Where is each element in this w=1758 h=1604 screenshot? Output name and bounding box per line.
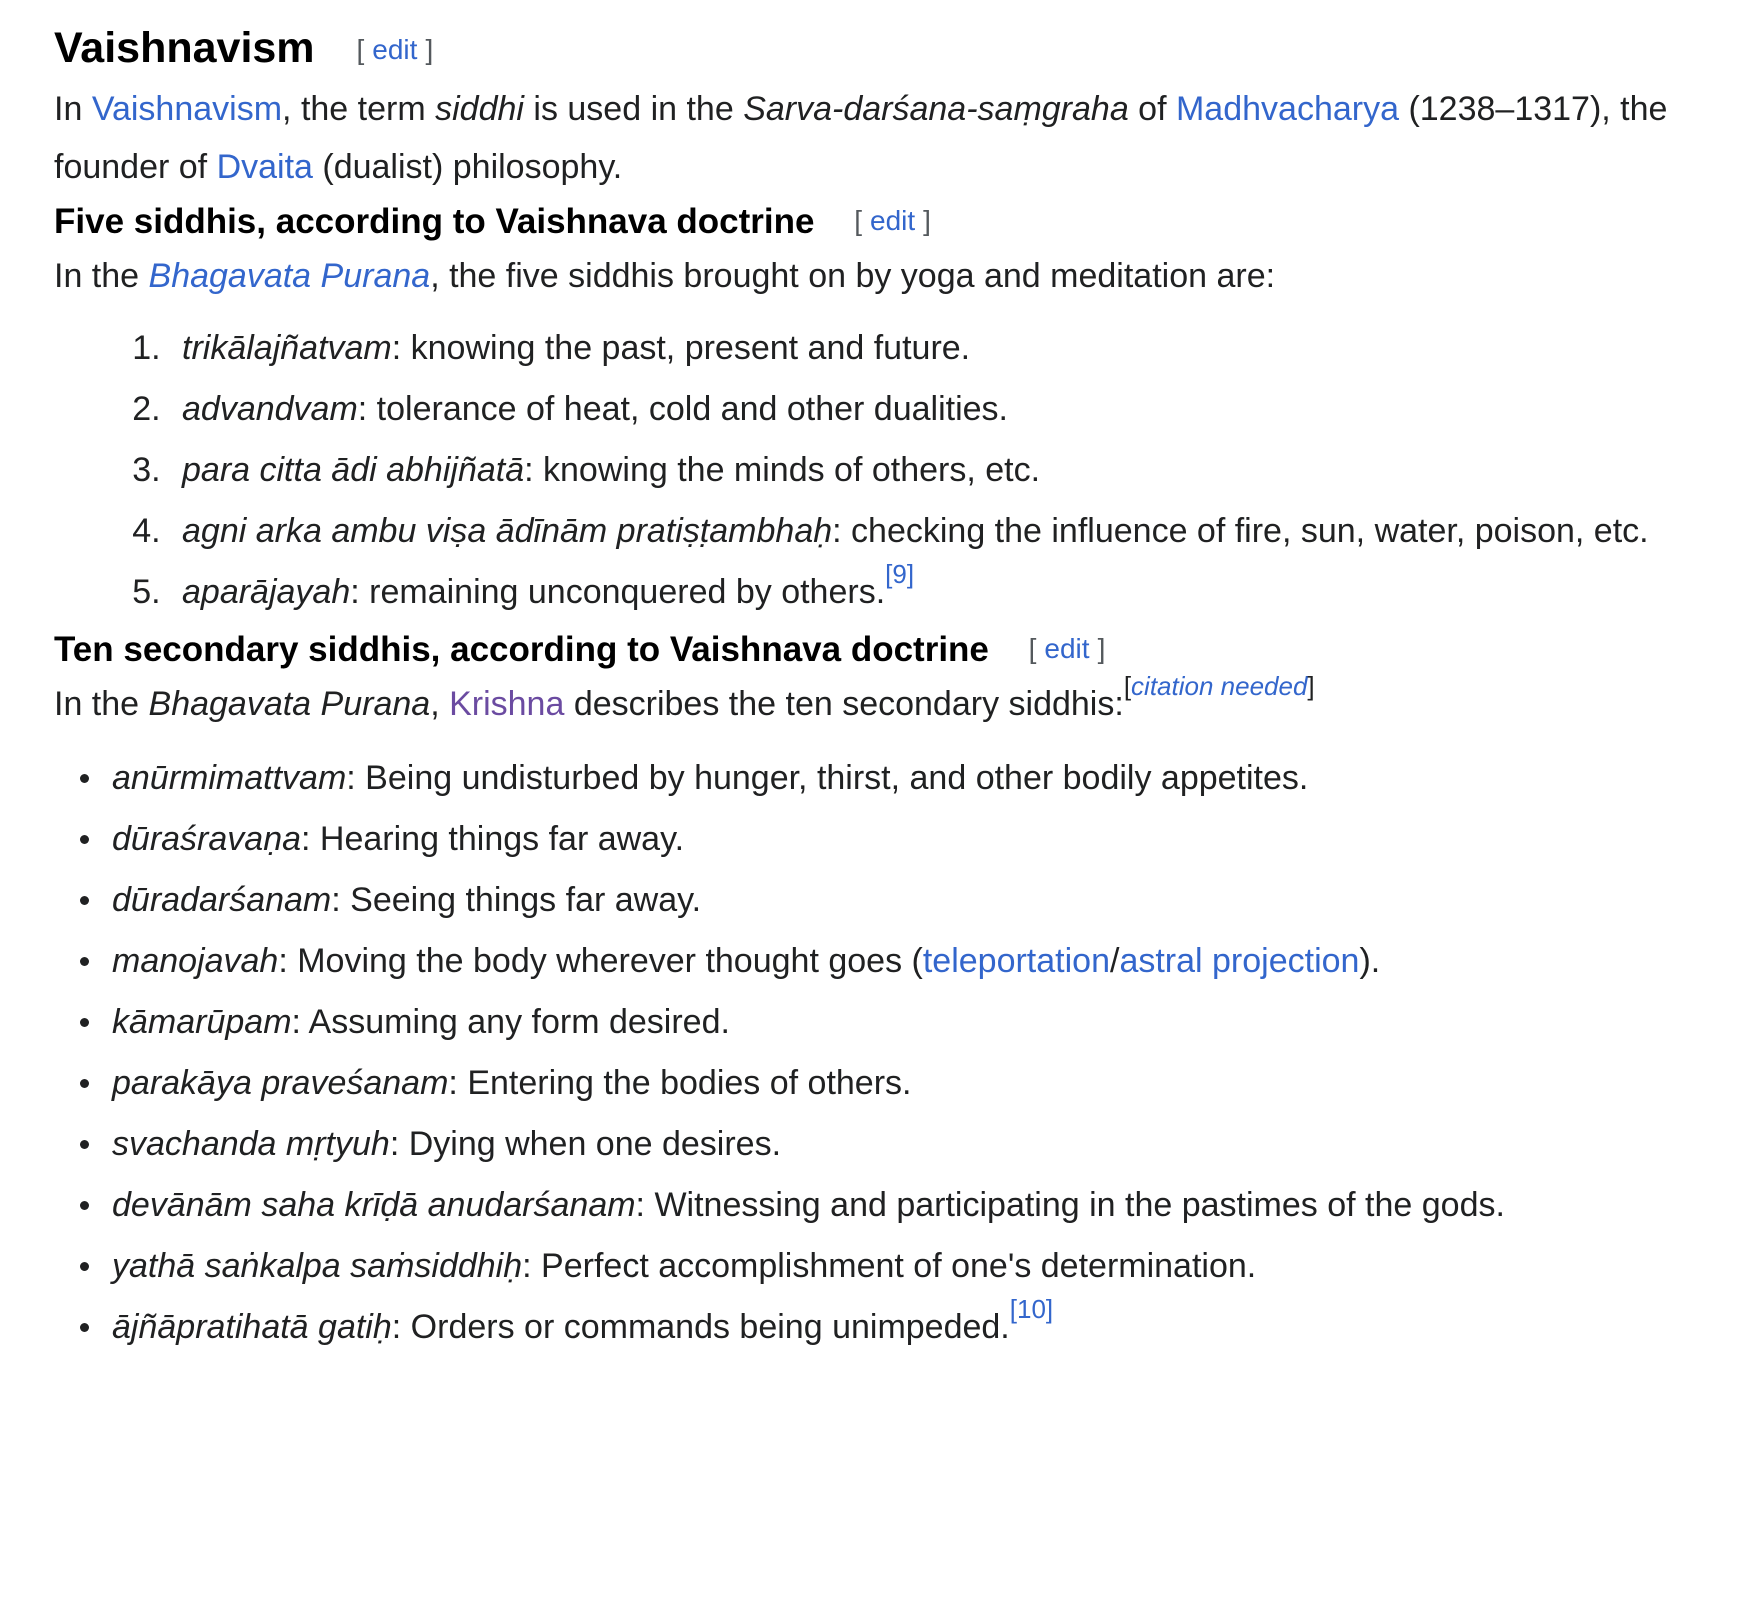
list-item: 1. trikālajñatvam: knowing the past, present and future. [170, 319, 1698, 377]
section-title: Vaishnavism [54, 24, 315, 72]
edit-section: [ edit ] [356, 34, 434, 65]
list-item: parakāya praveśanam: Entering the bodies of others. [112, 1054, 1698, 1112]
five-siddhis-list [54, 319, 1698, 621]
subsection-title: Five siddhis, according to Vaishnava doctrine [54, 202, 815, 241]
edit-link[interactable]: edit [372, 34, 418, 65]
link-madhvacharya[interactable]: Madhvacharya [1175, 90, 1399, 128]
edit-link[interactable]: edit [870, 205, 916, 236]
citation-needed: [citation needed] [1123, 671, 1315, 701]
link-vaishnavism[interactable]: Vaishnavism [91, 90, 283, 128]
reference-link[interactable]: [10] [1009, 1294, 1054, 1324]
reference-link[interactable]: [9] [885, 559, 915, 589]
list-item: anūrmimattvam: Being undisturbed by hunger, thirst, and other bodily appetites. [112, 749, 1698, 807]
citation-needed-link[interactable]: citation needed [1131, 671, 1308, 701]
edit-section: [ edit ] [1028, 633, 1106, 664]
section-heading-vaishnavism [54, 18, 1698, 80]
link-krishna[interactable]: Krishna [449, 685, 565, 723]
list-item: kāmarūpam: Assuming any form desired. [112, 993, 1698, 1051]
subsection-title: Ten secondary siddhis, according to Vaishnava doctrine [54, 630, 989, 669]
list-item: devānām saha krīḍā anudarśanam: Witnessing and participating in the pastimes of the gods. [112, 1176, 1698, 1234]
list-item: 5. aparājayah: remaining unconquered by others.[9] [170, 563, 1698, 621]
title-sarva-darsana: Sarva-darśana-saṃgraha [743, 90, 1129, 128]
link-dvaita[interactable]: Dvaita [216, 148, 313, 186]
list-item: dūraśravaṇa: Hearing things far away. [112, 810, 1698, 868]
list-item: dūradarśanam: Seeing things far away. [112, 871, 1698, 929]
subsection-heading-five-siddhis [54, 196, 1698, 247]
edit-section: [ edit ] [854, 205, 931, 236]
intro-paragraph: In Vaishnavism, the term siddhi is used in the Sarva-darśana-saṃgraha of Madhvacharya (1238–1317), the founder of Dvaita (dualist) philosophy. [54, 90, 1668, 186]
list-item: manojavah: Moving the body wherever thought goes (teleportation/astral projection). [112, 932, 1698, 990]
ten-intro-paragraph: In the Bhagavata Purana, Krishna describes the ten secondary siddhis:[citation needed] [54, 671, 1315, 723]
subsection-heading-ten-siddhis [54, 624, 1698, 675]
list-item: svachanda mṛtyuh: Dying when one desires. [112, 1115, 1698, 1173]
five-intro-paragraph: In the Bhagavata Purana, the five siddhis brought on by yoga and meditation are: [54, 257, 1276, 295]
title-bhagavata-purana: Bhagavata Purana [148, 685, 431, 723]
link-astral-projection[interactable]: astral projection [1119, 942, 1360, 980]
ten-siddhis-list [54, 749, 1698, 1356]
list-item: 3. para citta ādi abhijñatā: knowing the minds of others, etc. [170, 441, 1698, 499]
list-item: 2. advandvam: tolerance of heat, cold and other dualities. [170, 380, 1698, 438]
link-teleportation[interactable]: teleportation [922, 942, 1110, 980]
list-item: 4. agni arka ambu viṣa ādīnām pratiṣṭambhaḥ: checking the influence of fire, sun, water, poison, etc. [170, 502, 1698, 560]
edit-link[interactable]: edit [1044, 633, 1090, 664]
list-item: yathā saṅkalpa saṁsiddhiḥ: Perfect accomplishment of one's determination. [112, 1237, 1698, 1295]
link-bhagavata-purana[interactable]: Bhagavata Purana [148, 257, 431, 295]
list-item: ājñāpratihatā gatiḥ: Orders or commands being unimpeded.[10] [112, 1298, 1698, 1356]
term-siddhi: siddhi [435, 90, 524, 128]
